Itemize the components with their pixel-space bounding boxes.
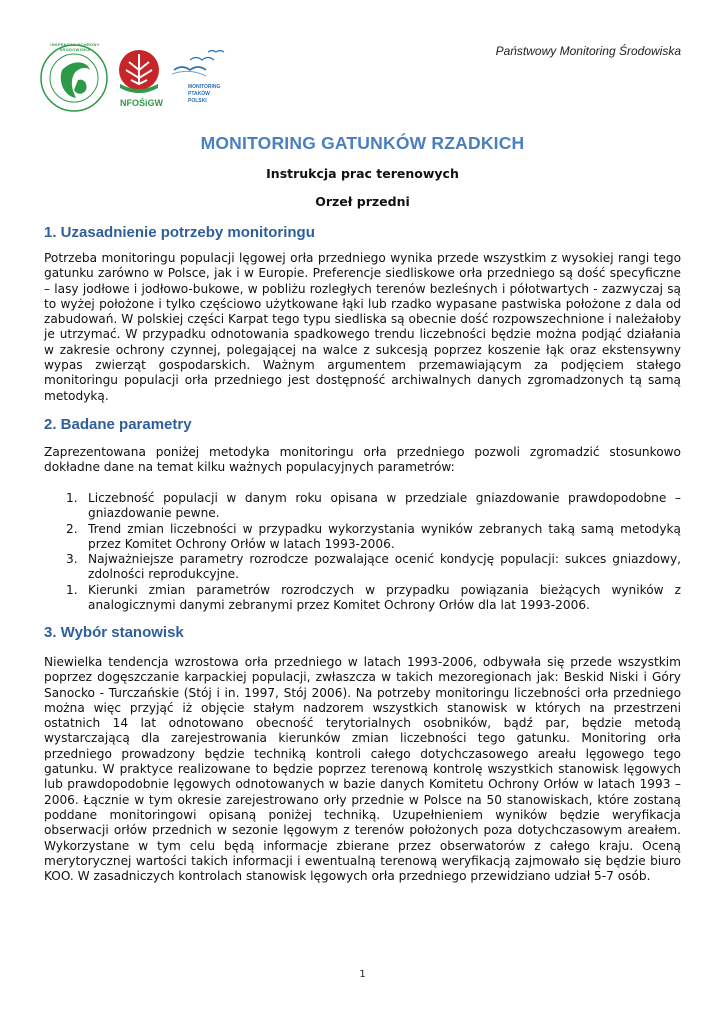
mpp-line2: PTAKÓW [188, 91, 210, 97]
section-text-2: Zaprezentowana poniżej metodyka monitoringu orła przedniego pozwoli zgromadzić stosunkowo dokładne dane na temat kilku ważnych populacyjnych parametrów: [44, 445, 681, 475]
parameters-list [66, 491, 681, 613]
section-heading-2: 2. Badane parametry [44, 416, 192, 433]
list-item [66, 491, 681, 522]
list-item-text: Liczebność populacji w danym roku opisana w przedziale gniazdowanie prawdopodobne – gniazdowanie pewne. [88, 491, 681, 521]
list-item-number: 3. [66, 552, 78, 567]
document-title: MONITORING GATUNKÓW RZADKICH [200, 133, 525, 153]
header-organization: Państwowy Monitoring Środowiska [495, 44, 681, 58]
list-item [66, 583, 681, 614]
section-heading-3: 3. Wybór stanowisk [44, 624, 184, 641]
list-item-number: 1. [66, 582, 78, 597]
species-name: Orzeł przedni [315, 194, 410, 209]
list-item-text: Najważniejsze parametry rozrodcze pozwalające ocenić kondycję populacji: sukces gniazdowy, zdolności reprodukcyjne. [88, 552, 681, 582]
list-item-text: Trend zmian liczebności w przypadku wykorzystania wyników zebranych taką samą metodyką przez Komitet Ochrony Orłów w latach 1993-2006. [88, 521, 681, 551]
mpp-line3: POLSKI [188, 98, 207, 104]
logo-bar [40, 40, 240, 120]
list-item-number: 2. [66, 521, 78, 536]
mpp-line1: MONITORING [188, 84, 221, 90]
nfosigw-label: NFOŚiGW [120, 98, 163, 108]
gios-logo [40, 40, 240, 120]
list-item-number: 1. [66, 491, 78, 505]
page-number: 1 [359, 969, 366, 980]
section-text-1: Potrzeba monitoringu populacji lęgowej orła przedniego wynika przede wszystkim z wysokiej rangi tego gatunku zarówno w Polsce, jak i w Europie. Preferencje siedliskowe orła przedniego są dość specyficzne – lasy jodłowe i jodłowo-bukowe, w pobliżu rozległych terenów bezleśnych i półotwartych - zazwyczaj są to wyżej położone i tylko częściowo użytkowane łąki lub rzadko wypasane pastwiska położone z dala od zabudowań. W polskiej części Karpat tego typu siedliska są obecnie dość rozpowszechnione i należałoby je utrzymać. W przypadku odnotowania spadkowego trendu liczebności będzie można podjąć działania w zakresie ochrony czynnej, polegającej na walce z sukcesją poprzez koszenie łąk oraz ekstensywny wypas zwierząt gospodarskich. Ważnym argumentem przemawiającym za podjęciem stałego monitoringu populacji orła przedniego jest dostępność archiwalnych danych zgromadzonych tą samą metodyką. [44, 251, 681, 403]
section-text-3: Niewielka tendencja wzrostowa orła przedniego w latach 1993-2006, odbywała się przede wszystkim poprzez dogęszczanie karpackiej populacji, zwłaszcza w takich mezoregionach jak: Beskid Niski i Góry Sanocko - Turczańskie (Stój i in. 1997, Stój 2006). Na potrzeby monitoringu liczebności orła przedniego można więc przyjąć iż objęcie stałym nadzorem wszystkich stanowisk w których na przestrzeni ostatnich 14 lat odnotowano obecność terytorialnych osobników, bądź par, będzie metodą wystarczającą dla zarejestrowania kierunków zmian liczebności tego gatunku. Monitoring orła przedniego prowadzony będzie techniką kontroli całego dotychczasowego areału lęgowego tego gatunku. W praktyce realizowane to będzie poprzez terenową kontrolę wszystkich stanowisk lęgowych lub prawdopodobnie lęgowych odnotowanych w bazie danych Komitetu Ochrony Orłów w latach 1993 – 2006. Łącznie w tym okresie zarejestrowano orły przednie w Polsce na 50 stanowiskach, które zostaną poddane monitoringowi opisaną poniżej techniką. Uzupełnieniem wyników będzie weryfikacja obserwacji orłów przednich w sezonie lęgowym z terenów położonych poza dotychczasowym areałem. Wykorzystane w tym celu będą informacje zbierane przez obserwatorów z całego kraju. Oceną merytorycznej wartości takich informacji i ewentualną terenową weryfikacją zajmowało się będzie biuro KOO. W zasadniczych kontrolach stanowisk lęgowych orła przedniego przewidziano udział 5-7 osób. [44, 655, 681, 884]
list-item [66, 522, 681, 553]
list-item-text: Kierunki zmian parametrów rozrodczych w przypadku powiązania bieżących wyników z analogicznymi danymi zebranymi przez Komitet Ochrony Orłów dla lat 1993-2006. [88, 582, 681, 613]
section-heading-1: 1. Uzasadnienie potrzeby monitoringu [44, 224, 315, 241]
list-item [66, 552, 681, 583]
gios-ring-text: INSPEKCJA OCHRONY ŚRODOWISKA [50, 42, 100, 52]
document-subtitle: Instrukcja prac terenowych [266, 166, 459, 181]
